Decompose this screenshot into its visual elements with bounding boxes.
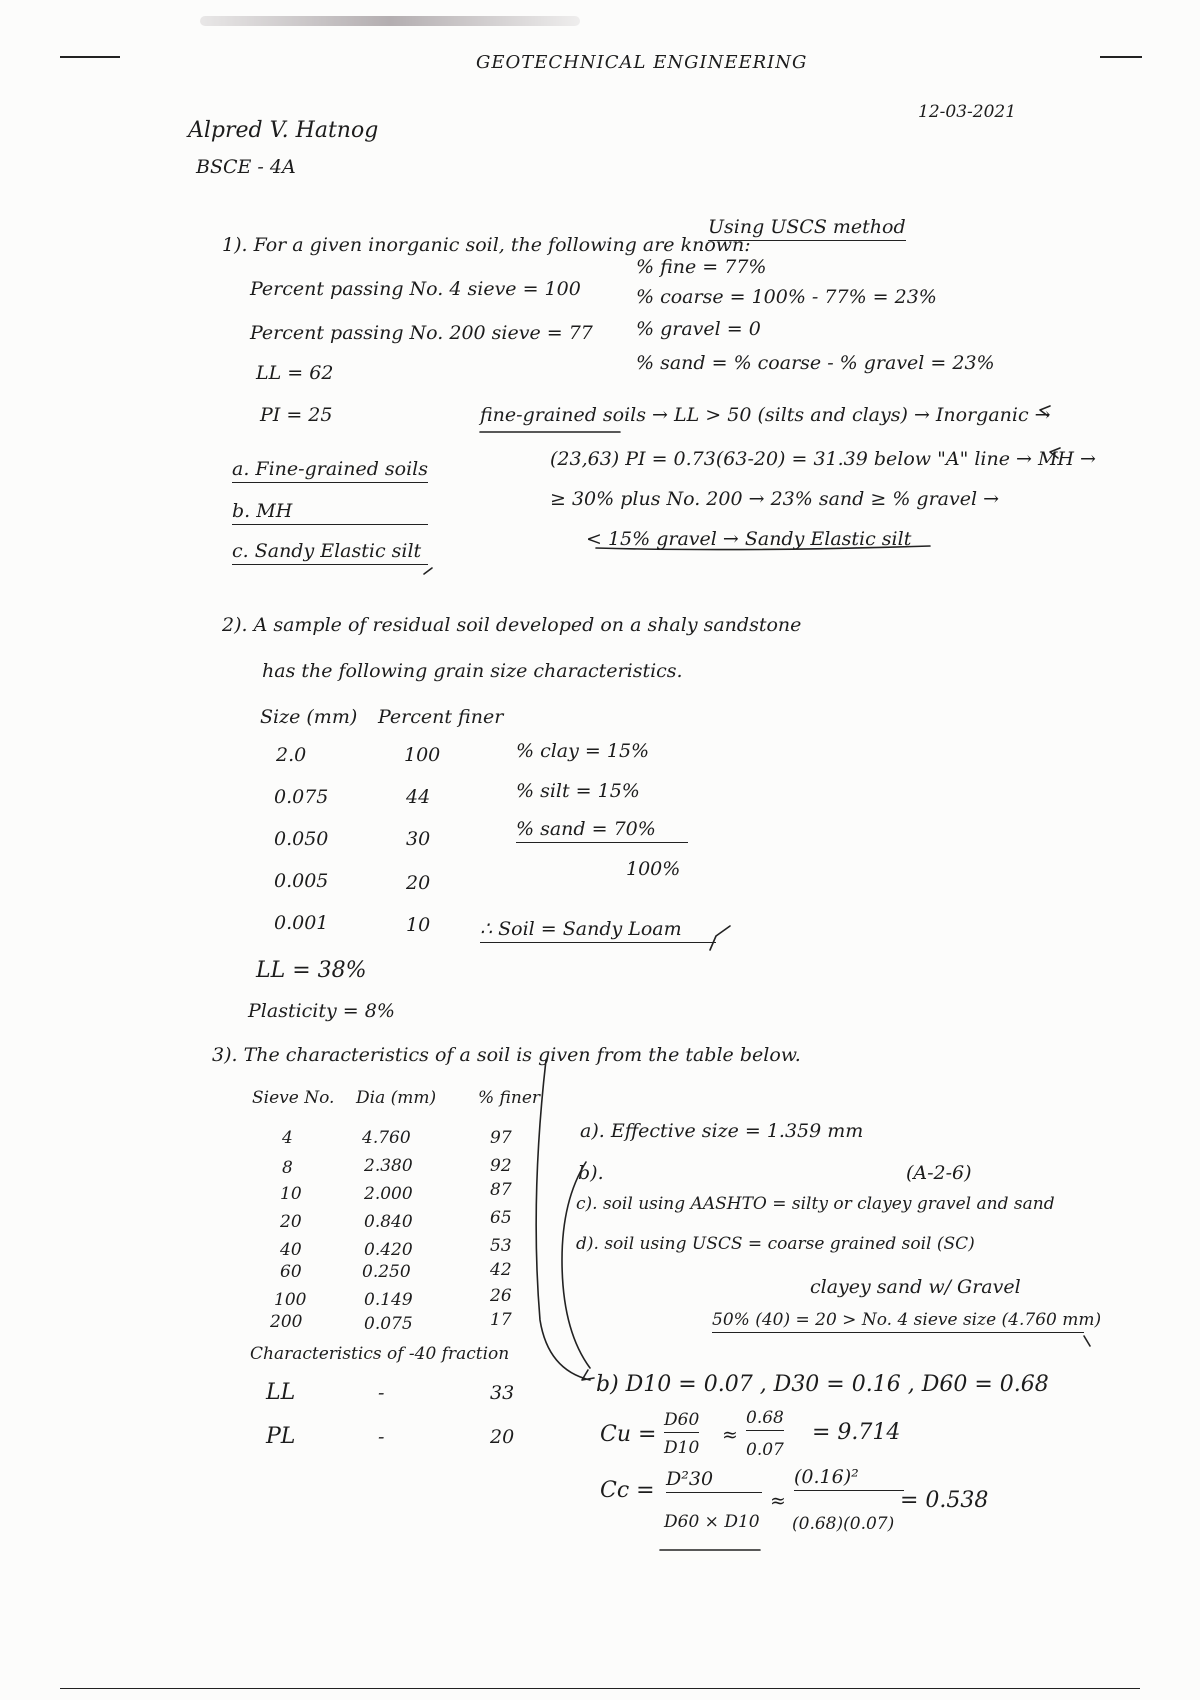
p2-ll: LL = 38% bbox=[256, 958, 367, 983]
arrow-head-icon bbox=[1050, 448, 1060, 458]
p3-sieve-cell: 4 bbox=[282, 1128, 293, 1148]
p2-header-finer: Percent finer bbox=[378, 706, 504, 728]
p3-pl-label: PL bbox=[266, 1424, 296, 1449]
p1-flow-line: fine-grained soils → LL > 50 (silts and clays) → Inorganic → bbox=[480, 404, 1051, 426]
tick-mark bbox=[424, 568, 432, 574]
p2-total: 100% bbox=[626, 858, 681, 880]
p3-ll-value: 33 bbox=[490, 1382, 515, 1404]
p3-sieve-cell: 20 bbox=[280, 1212, 302, 1232]
p3-sieve-cell: 40 bbox=[280, 1240, 302, 1260]
p3-ll-dash: - bbox=[378, 1382, 385, 1404]
p2-size-cell: 0.075 bbox=[274, 786, 329, 808]
p3-dia-cell: 2.380 bbox=[364, 1156, 413, 1176]
p1-flow-line: (23,63) PI = 0.73(63-20) = 31.39 below "A" line → MH → bbox=[550, 448, 1096, 470]
cc-denominator: D60 × D10 bbox=[664, 1512, 760, 1532]
p2-finer-cell: 44 bbox=[406, 786, 431, 808]
p3-finer-cell: 65 bbox=[490, 1208, 512, 1228]
p2-header-size: Size (mm) bbox=[260, 706, 358, 728]
p3-finer-cell: 17 bbox=[490, 1310, 512, 1330]
tick-mark bbox=[1084, 1336, 1090, 1346]
p3-answer-b: b). bbox=[578, 1162, 604, 1184]
p2-finer-cell: 30 bbox=[406, 828, 431, 850]
p2-fraction: % clay = 15% bbox=[516, 740, 650, 762]
p3-dia-cell: 0.250 bbox=[362, 1262, 411, 1282]
cu-denominator: D10 bbox=[664, 1438, 700, 1458]
bracket-curve bbox=[536, 1060, 590, 1380]
p3-sieve-cell: 10 bbox=[280, 1184, 302, 1204]
approx-sign: ≈ bbox=[722, 1424, 738, 1446]
problem2-prompt: 2). A sample of residual soil developed on a shaly sandstone bbox=[222, 614, 802, 636]
p3-finer-cell: 87 bbox=[490, 1180, 512, 1200]
p3-finer-cell: 53 bbox=[490, 1236, 512, 1256]
page-title: GEOTECHNICAL ENGINEERING bbox=[476, 52, 808, 73]
p2-fraction: % silt = 15% bbox=[516, 780, 640, 802]
cu-value-denominator: 0.07 bbox=[746, 1440, 784, 1460]
p3-pl-dash: - bbox=[378, 1426, 385, 1448]
p1-calc-line: % gravel = 0 bbox=[636, 318, 761, 340]
approx-sign: ≈ bbox=[770, 1490, 786, 1512]
p2-size-cell: 0.050 bbox=[274, 828, 329, 850]
p2-size-cell: 0.005 bbox=[274, 870, 329, 892]
cu-numerator: D60 bbox=[664, 1410, 699, 1433]
p3-sieve-cell: 60 bbox=[280, 1262, 302, 1282]
cc-value-numerator: (0.16)² bbox=[794, 1466, 904, 1491]
arrow-head-icon bbox=[710, 926, 730, 950]
p2-size-cell: 0.001 bbox=[274, 912, 329, 934]
p2-size-cell: 2.0 bbox=[276, 744, 307, 766]
p2-finer-cell: 20 bbox=[406, 872, 431, 894]
p1-given-line: LL = 62 bbox=[256, 362, 334, 384]
p2-finer-cell: 10 bbox=[406, 914, 431, 936]
p1-calc-line: % sand = % coarse - % gravel = 23% bbox=[636, 352, 995, 374]
author-name: Alpred V. Hatnog bbox=[188, 118, 379, 143]
cc-label: Cc = bbox=[600, 1478, 655, 1503]
p3-dia-cell: 0.075 bbox=[364, 1314, 413, 1334]
p3-finer-cell: 92 bbox=[490, 1156, 512, 1176]
p3-uscs-group-name: clayey sand w/ Gravel bbox=[810, 1276, 1021, 1298]
p3-answer-d: d). soil using USCS = coarse grained soil (SC) bbox=[576, 1234, 975, 1254]
p3-dia-cell: 2.000 bbox=[364, 1184, 413, 1204]
cu-label: Cu = bbox=[600, 1422, 657, 1447]
p1-given-line: Percent passing No. 4 sieve = 100 bbox=[250, 278, 581, 300]
p1-calc-line: % fine = 77% bbox=[636, 256, 767, 278]
p3-finer-cell: 97 bbox=[490, 1128, 512, 1148]
p2-finer-cell: 100 bbox=[404, 744, 441, 766]
p1-answer-a: a. Fine-grained soils bbox=[232, 458, 428, 483]
p3-header-dia: Dia (mm) bbox=[356, 1088, 437, 1108]
p2-conclusion: ∴ Soil = Sandy Loam bbox=[480, 918, 716, 943]
p1-given-line: PI = 25 bbox=[260, 404, 333, 426]
cc-numerator: D²30 bbox=[666, 1468, 762, 1493]
p3-header-sieve: Sieve No. bbox=[252, 1088, 335, 1108]
p3-gravel-note: 50% (40) = 20 > No. 4 sieve size (4.760 mm) bbox=[712, 1310, 1084, 1333]
p3-dia-cell: 0.840 bbox=[364, 1212, 413, 1232]
flow-underline bbox=[596, 546, 930, 550]
p3-d-values: b) D10 = 0.07 , D30 = 0.16 , D60 = 0.68 bbox=[596, 1372, 1049, 1397]
p3-finer-cell: 42 bbox=[490, 1260, 512, 1280]
problem3-prompt: 3). The characteristics of a soil is given from the table below. bbox=[212, 1044, 801, 1066]
p2-fraction: % sand = 70% bbox=[516, 818, 688, 843]
p1-flow-line: ≥ 30% plus No. 200 → 23% sand ≥ % gravel → bbox=[550, 488, 999, 510]
problem1-method: Using USCS method bbox=[708, 216, 906, 241]
section-label: BSCE - 4A bbox=[196, 156, 296, 178]
p1-answer-c: c. Sandy Elastic silt bbox=[232, 540, 428, 565]
p3-sieve-cell: 100 bbox=[274, 1290, 307, 1310]
problem2-prompt-cont: has the following grain size characteristics. bbox=[262, 660, 683, 682]
date-label: 12-03-2021 bbox=[918, 102, 1017, 122]
p3-answer-c: c). soil using AASHTO = silty or clayey gravel and sand bbox=[576, 1194, 1055, 1214]
p3-finer-cell: 26 bbox=[490, 1286, 512, 1306]
p1-answer-b: b. MH bbox=[232, 500, 428, 525]
p3-sieve-cell: 8 bbox=[282, 1158, 293, 1178]
p3-dia-cell: 0.149 bbox=[364, 1290, 413, 1310]
p1-given-line: Percent passing No. 200 sieve = 77 bbox=[250, 322, 593, 344]
p3-fraction-title: Characteristics of -40 fraction bbox=[250, 1344, 510, 1364]
p3-answer-a: a). Effective size = 1.359 mm bbox=[580, 1120, 864, 1142]
p3-header-finer: % finer bbox=[478, 1088, 541, 1108]
p1-calc-line: % coarse = 100% - 77% = 23% bbox=[636, 286, 937, 308]
bracket-curve bbox=[562, 1162, 590, 1368]
p3-ll-label: LL bbox=[266, 1380, 296, 1405]
cc-value-denominator: (0.68)(0.07) bbox=[792, 1514, 895, 1534]
page-bottom-edge bbox=[60, 1688, 1140, 1689]
p1-flow-line: < 15% gravel → Sandy Elastic silt bbox=[586, 528, 912, 550]
arrow-head-icon bbox=[582, 1370, 594, 1380]
p3-dia-cell: 0.420 bbox=[364, 1240, 413, 1260]
cu-value-numerator: 0.68 bbox=[746, 1408, 784, 1431]
cu-result: = 9.714 bbox=[812, 1420, 901, 1445]
p3-aashto-class: (A-2-6) bbox=[906, 1162, 972, 1184]
problem1-prompt: 1). For a given inorganic soil, the following are known: bbox=[222, 234, 751, 256]
p3-sieve-cell: 200 bbox=[270, 1312, 303, 1332]
p3-pl-value: 20 bbox=[490, 1426, 515, 1448]
arrow-head-icon bbox=[1040, 406, 1050, 416]
p3-dia-cell: 4.760 bbox=[362, 1128, 411, 1148]
cc-result: = 0.538 bbox=[900, 1488, 989, 1513]
p2-plasticity: Plasticity = 8% bbox=[248, 1000, 395, 1022]
